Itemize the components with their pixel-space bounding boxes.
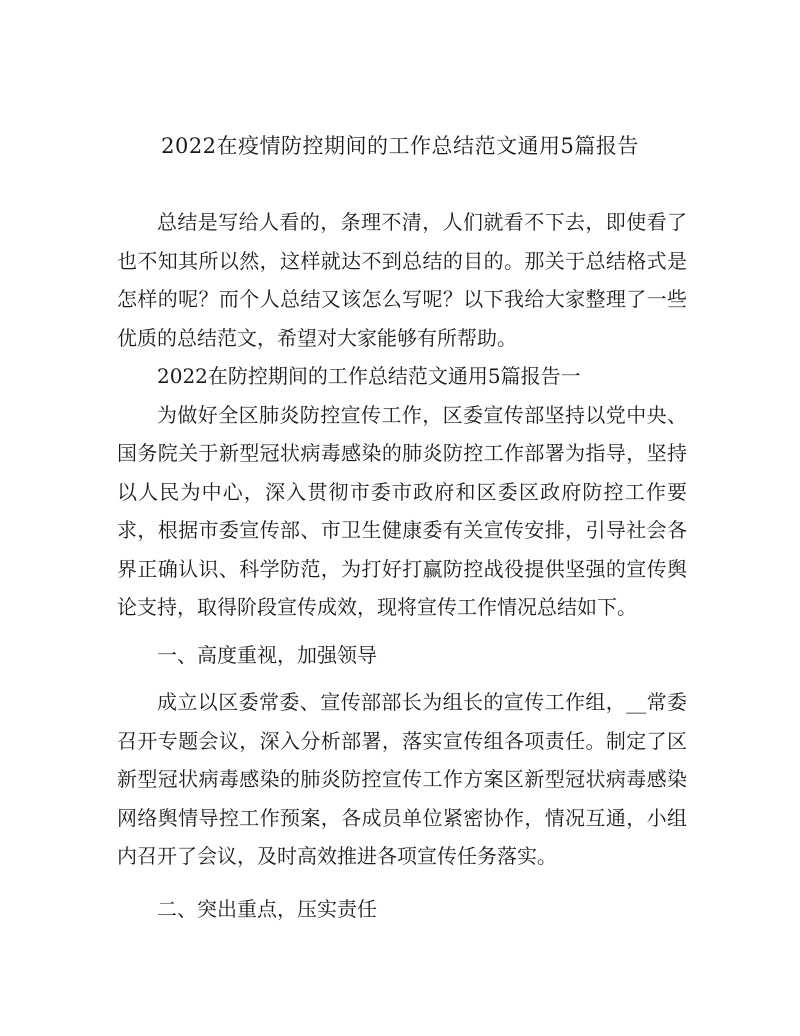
body-paragraph: 成立以区委常委、宣传部部长为组长的宣传工作组，__常委召开专题会议，深入分析部署，落实宣传组各项责任。制定了区新型冠状病毒感染的肺炎防控宣传工作方案区新型冠状病毒感染网络舆情导控工作预案，各成员单位紧密协作，情况互通，小组内召开了会议，及时高效推进各项宣传任务落实。 <box>117 690 687 868</box>
spacer <box>117 627 687 636</box>
section-heading-report-one: 2022在防控期间的工作总结范文通用5篇报告一 <box>157 364 581 388</box>
section-heading-one: 一、高度重视，加强领导 <box>157 642 377 667</box>
spacer <box>117 876 687 890</box>
intro-paragraph: 总结是写给人看的，条理不清，人们就看不下去，即使看了也不知其所以然，这样就达不到总结的目的。那关于总结格式是怎样的呢？而个人总结又该怎么写呢？以下我给大家整理了一些优质的总结范文，希望对大家能够有所帮助。 <box>117 210 687 350</box>
body-paragraph: 为做好全区肺炎防控宣传工作，区委宣传部坚持以党中央、国务院关于新型冠状病毒感染的肺炎防控工作部署为指导，坚持以人民为中心，深入贯彻市委市政府和区委区政府防控工作要求，根据市委宣传部、市卫生健康委有关宣传安排，引导社会各界正确认识、科学防范，为打好打赢防控战役提供坚强的宣传舆论支持，取得阶段宣传成效，现将宣传工作情况总结如下。 <box>117 402 687 619</box>
document-body <box>117 203 687 928</box>
document-title: 2022在疫情防控期间的工作总结范文通用5篇报告 <box>161 134 639 158</box>
spacer <box>117 674 687 683</box>
section-heading-two: 二、突出重点，压实责任 <box>157 896 377 921</box>
